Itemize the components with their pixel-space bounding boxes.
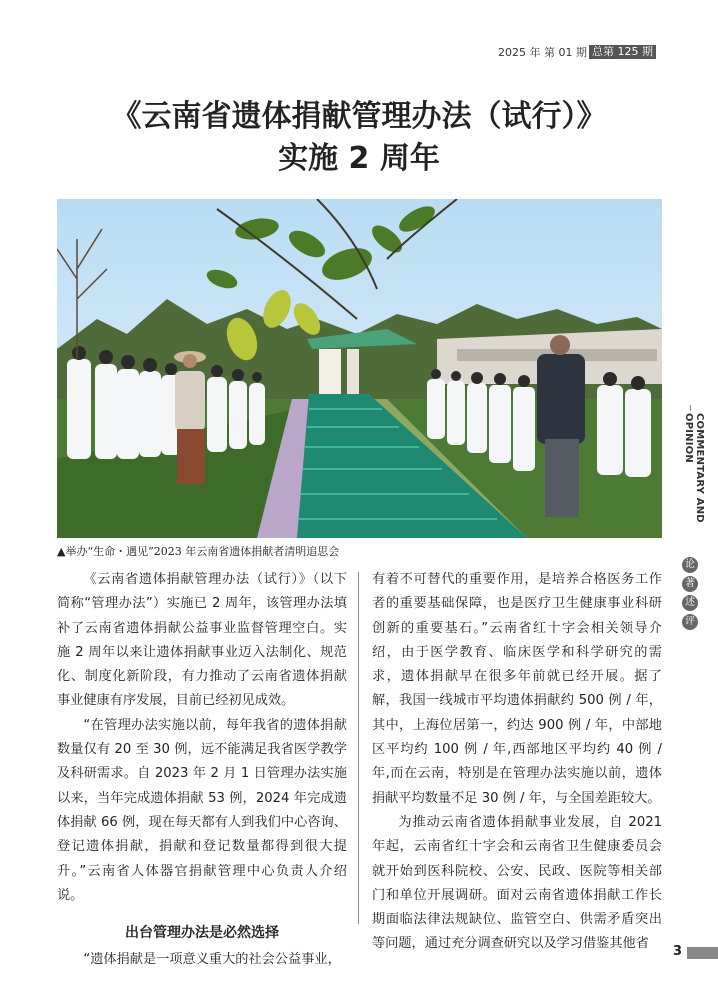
memorial-scene-illustration [57,199,662,538]
issue-text: 2025 年 第 01 期 [498,46,587,59]
total-issue-badge: 总第 125 期 [589,45,656,59]
section-label-cn [682,557,698,630]
issue-label [498,44,656,60]
paragraph: 《云南省遗体捐献管理办法（试行）》（以下简称“管理办法”）实施已 2 周年，该管理办法填补了云南省遗体捐献公益事业监督管理空白。实施 2 周年以来让遗体捐献事业迈入法制化、规范化、制度化新阶段，有力推动了云南省遗体捐献事业健康有序发展，目前已经初见成效。 [57,572,347,709]
section-char: 述 [682,595,698,611]
paragraph: 有着不可替代的重要作用，是培养合格医务工作者的重要基础保障，也是医疗卫生健康事业科研创新的重要基石。”云南省红十字会相关领导介绍，由于医学教育、临床医学和科学研究的需求，遗体捐献早在很多年前就已经开展。据了解，我国一线城市平均遗体捐献约 500 例 / 年，其中，上海位居第一，约达 900 例 / 年，中部地区平均约 100 例 / 年,西部地区平均约 40 例 / 年,而在云南，特别是在管理办法实施以前，遗体捐献平均数量不足 30 例 / 年，与全国差距较大。 [372,572,662,806]
sidebar-rule [690,405,691,411]
photo-caption: ▲举办“生命・遇见”2023 年云南省遗体捐献者清明追思会 [57,545,340,558]
memorial-photo [57,199,662,538]
column-divider [358,572,359,924]
title-line-1: 《云南省遗体捐献管理办法（试行）》 [111,99,607,134]
section-subheading: 出台管理办法是必然选择 [125,925,279,942]
section-char: 评 [682,614,698,630]
paragraph: 为推动云南省遗体捐献事业发展，自 2021 年起，云南省红十字会和云南省卫生健康委员会就开始到医科院校、公安、民政、医院等相关部门和单位开展调研。面对云南省遗体捐献工作长期面临法律法规缺位、监管空白、供需矛盾突出等问题，通过充分调查研究以及学习借鉴其他省 [372,814,662,952]
page-number-bar [687,947,718,959]
article-column-right [372,568,662,957]
paragraph: “在管理办法实施以前，每年我省的遗体捐献数量仅有 20 至 30 例，远不能满足我省医学教学及科研需求。自 2023 年 2 月 1 日管理办法实施以来，当年完成遗体捐献 53 例，2024 年完成遗体捐献 66 例，现在每天都有人到我们中心咨询、登记遗体捐献，捐献和登记数量都得到很大提升。”云南省人体器官捐献管理中心负责人介绍说。 [57,717,347,903]
section-label-en: COMMENTARY AND OPINION [683,413,705,523]
page-number: 3 [673,944,683,959]
paragraph: “遗体捐献是一项意义重大的社会公益事业， [83,952,341,968]
section-char: 论 [682,557,698,573]
article-title [0,96,718,180]
article-column-left [57,568,347,972]
section-char: 著 [682,576,698,592]
title-line-2: 实施 2 周年 [278,141,440,176]
